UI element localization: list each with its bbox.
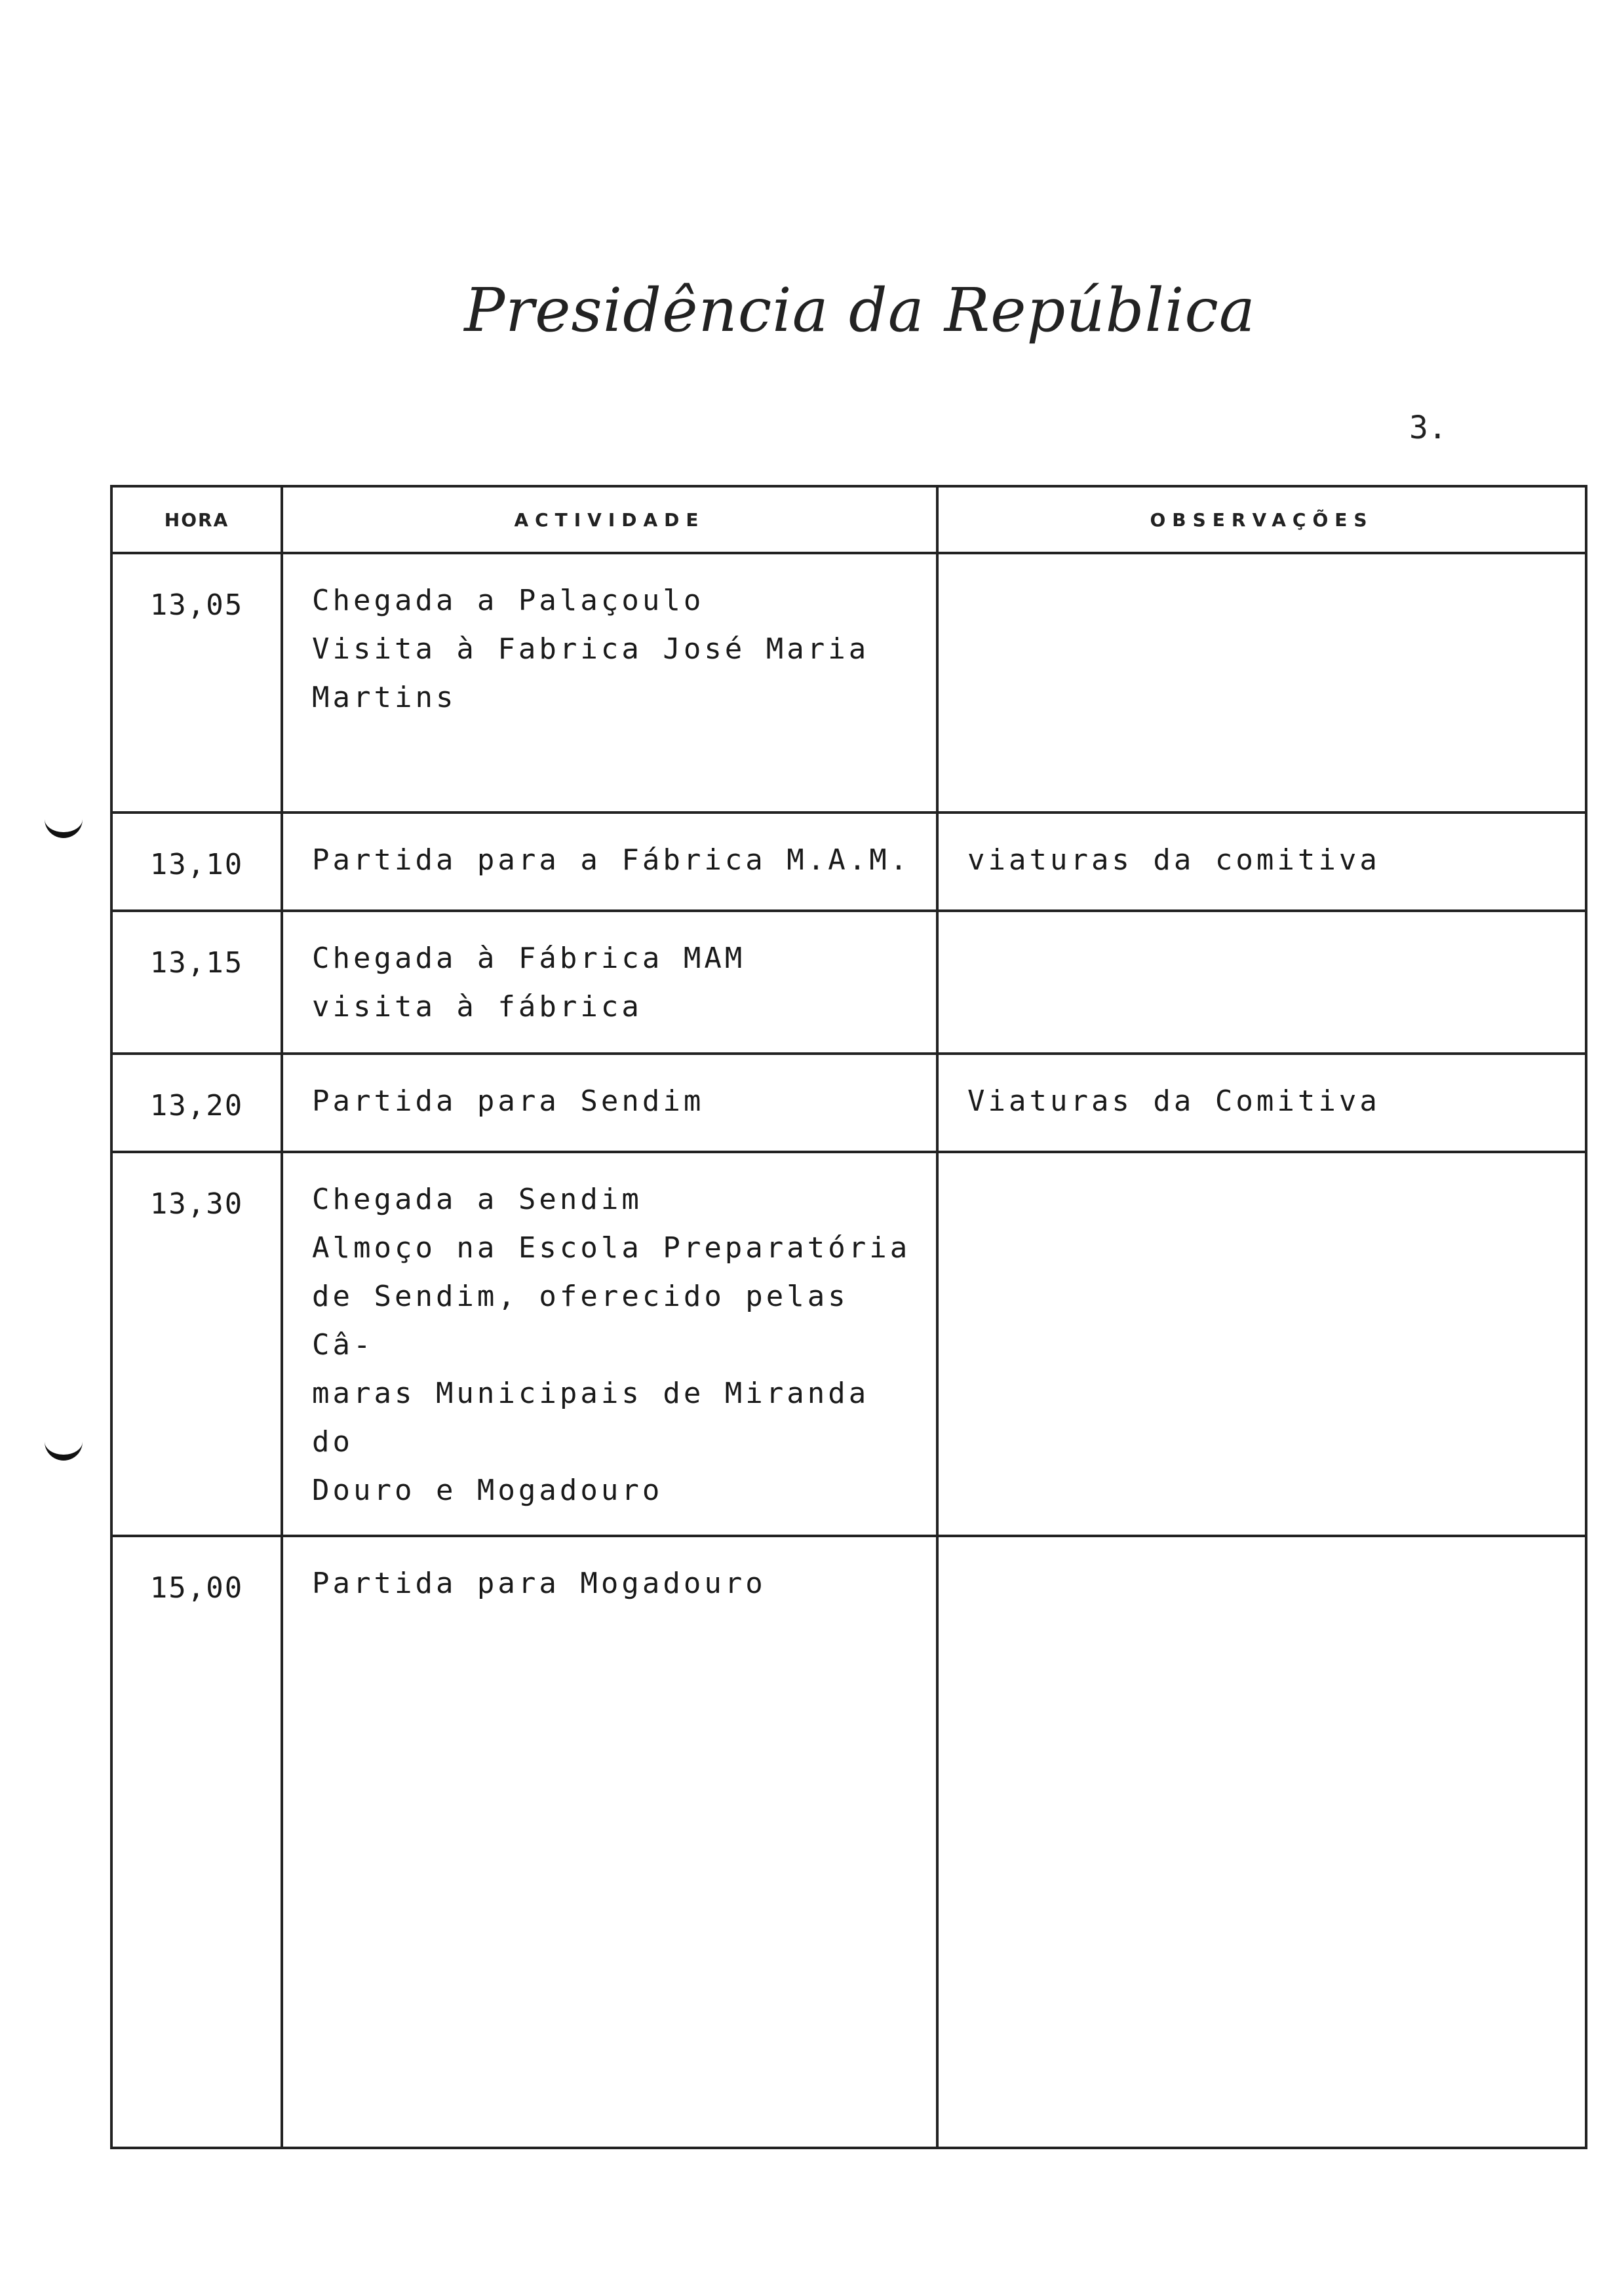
cell-hora: 15,00 <box>111 1536 282 2148</box>
table-row <box>111 813 1586 911</box>
schedule-table <box>110 485 1587 2149</box>
cell-hora: 13,20 <box>111 1054 282 1152</box>
table-row <box>111 553 1586 813</box>
cell-observacoes <box>937 1536 1586 2148</box>
cell-hora: 13,05 <box>111 553 282 813</box>
page-number: 3. <box>1409 410 1447 446</box>
column-header-observacoes: OBSERVAÇÕES <box>937 486 1586 553</box>
table-row <box>111 911 1586 1054</box>
cell-actividade: Chegada a Sendim Almoço na Escola Preparatória de Sendim, oferecido pelas Câ- maras Municipais de Miranda do Douro e Mogadouro <box>282 1152 937 1536</box>
cell-observacoes <box>937 553 1586 813</box>
column-header-hora: HORA <box>111 486 282 553</box>
cell-observacoes: viaturas da comitiva <box>937 813 1586 911</box>
table-row <box>111 1054 1586 1152</box>
table-header-row <box>111 486 1586 553</box>
punch-hole-mark-top <box>45 813 83 838</box>
cell-observacoes <box>937 911 1586 1054</box>
cell-actividade: Chegada à Fábrica MAM visita à fábrica <box>282 911 937 1054</box>
punch-hole-mark-bottom <box>45 1435 83 1461</box>
cell-hora: 13,30 <box>111 1152 282 1536</box>
letterhead-title: Presidência da República <box>464 275 1256 345</box>
cell-observacoes: Viaturas da Comitiva <box>937 1054 1586 1152</box>
cell-observacoes <box>937 1152 1586 1536</box>
column-header-actividade: ACTIVIDADE <box>282 486 937 553</box>
table-row <box>111 1536 1586 2148</box>
schedule-sheet <box>110 485 1585 2149</box>
cell-actividade: Partida para Sendim <box>282 1054 937 1152</box>
cell-hora: 13,10 <box>111 813 282 911</box>
cell-actividade: Partida para Mogadouro <box>282 1536 937 2148</box>
cell-hora: 13,15 <box>111 911 282 1054</box>
cell-actividade: Partida para a Fábrica M.A.M. <box>282 813 937 911</box>
table-row <box>111 1152 1586 1536</box>
cell-actividade: Chegada a Palaçoulo Visita à Fabrica José Maria Martins <box>282 553 937 813</box>
